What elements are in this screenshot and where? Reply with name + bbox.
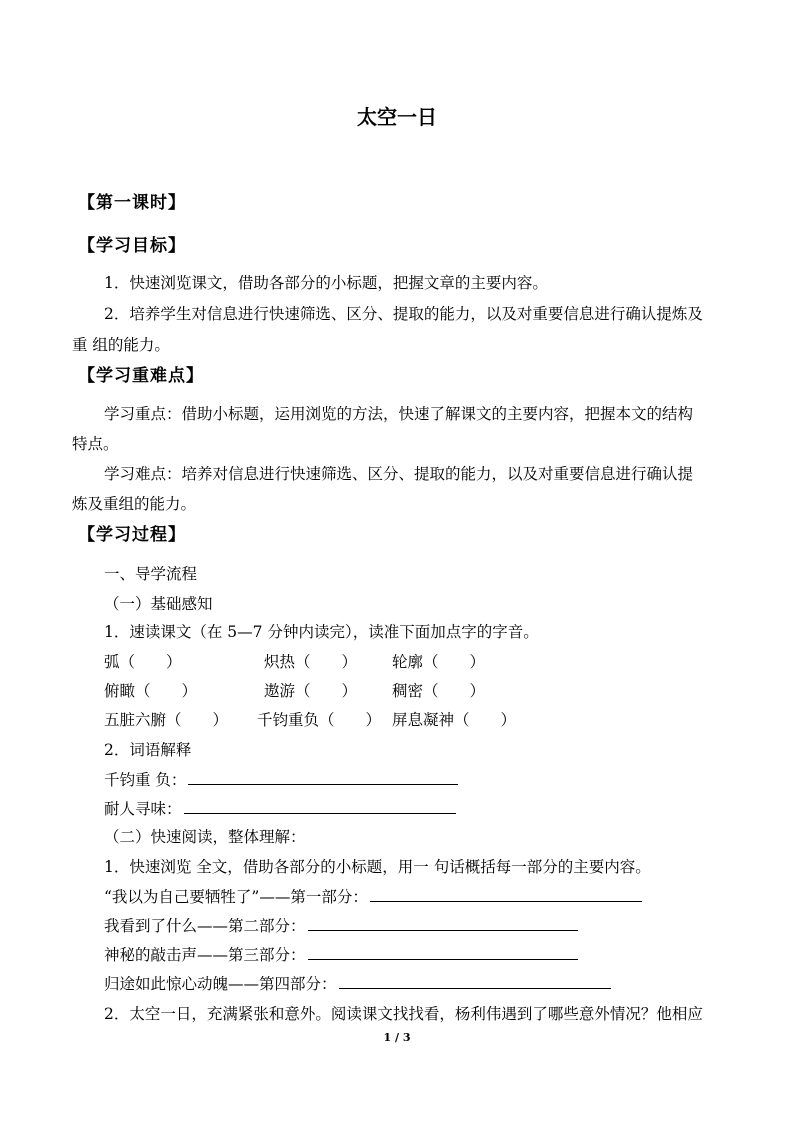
process-part-heading: 一、导学流程 xyxy=(104,565,198,583)
answer-blank[interactable] xyxy=(339,973,611,989)
term-label: 耐人寻味： xyxy=(104,800,182,818)
part-label: “我以为自己要牺牲了”——第一部分： xyxy=(104,888,368,906)
goal-line: 1．快速浏览课文，借助各部分的小标题，把握文章的主要内容。 xyxy=(104,274,548,292)
question-line: 2．太空一日，充满紧张和意外。阅读课文找找看，杨利伟遇到了哪些意外情况？他相应 xyxy=(104,1005,703,1023)
keypoint-line: 特点。 xyxy=(72,435,119,453)
page-title: 太空一日 xyxy=(357,105,437,129)
pinyin-item: 轮廓（ ） xyxy=(392,653,486,671)
pinyin-item: 遨游（ ） xyxy=(264,682,358,700)
pinyin-item: 炽热（ ） xyxy=(264,653,358,671)
keypoint-line: 学习重点：借助小标题，运用浏览的方法，快速了解课文的主要内容，把握本文的结构 xyxy=(104,405,694,423)
pinyin-item: 俯瞰（ ） xyxy=(104,682,198,700)
question-line: 1．速读课文（在 5—7 分钟内读完），读准下面加点字的字音。 xyxy=(104,623,539,641)
answer-blank[interactable] xyxy=(184,798,456,814)
part-label: 归途如此惊心动魄——第四部分： xyxy=(104,975,337,993)
process-sub-heading: （一）基础感知 xyxy=(104,595,213,613)
term-line xyxy=(104,769,458,791)
answer-blank[interactable] xyxy=(188,769,458,785)
section-goals-heading: 【学习目标】 xyxy=(78,236,186,256)
pinyin-item: 弧（ ） xyxy=(104,653,182,671)
part-summary-line xyxy=(104,973,611,995)
page-number: 1 / 3 xyxy=(383,1031,411,1044)
question-line: 1．快速浏览 全文，借助各部分的小标题，用一 句话概括每一部分的主要内容。 xyxy=(104,858,651,876)
goal-line: 2．培养学生对信息进行快速筛选、区分、提取的能力，以及对重要信息进行确认提炼及 xyxy=(104,305,703,323)
section-keypoints-heading: 【学习重难点】 xyxy=(78,366,204,386)
keypoint-line: 学习难点：培养对信息进行快速筛选、区分、提取的能力，以及对重要信息进行确认提 xyxy=(104,465,694,483)
goal-line: 重 组的能力。 xyxy=(72,336,170,354)
section-process-heading: 【学习过程】 xyxy=(78,525,186,545)
section-lesson-heading: 【第一课时】 xyxy=(78,193,186,213)
part-summary-line xyxy=(104,944,578,966)
part-label: 我看到了什么——第二部分： xyxy=(104,917,306,935)
pinyin-item: 五脏六腑（ ） xyxy=(104,711,229,729)
term-line xyxy=(104,798,456,820)
question-line: 2．词语解释 xyxy=(104,741,192,759)
term-label: 千钧重 负： xyxy=(104,771,187,789)
part-summary-line xyxy=(104,886,642,908)
pinyin-item: 千钧重负（ ） xyxy=(257,711,382,729)
answer-blank[interactable] xyxy=(370,886,642,902)
part-summary-line xyxy=(104,915,578,937)
answer-blank[interactable] xyxy=(308,944,578,960)
part-label: 神秘的敲击声——第三部分： xyxy=(104,946,306,964)
keypoint-line: 炼及重组的能力。 xyxy=(72,495,197,513)
pinyin-item: 屏息凝神（ ） xyxy=(392,711,517,729)
pinyin-item: 稠密（ ） xyxy=(392,682,486,700)
process-sub-heading: （二）快速阅读，整体理解： xyxy=(104,828,306,846)
answer-blank[interactable] xyxy=(308,915,578,931)
